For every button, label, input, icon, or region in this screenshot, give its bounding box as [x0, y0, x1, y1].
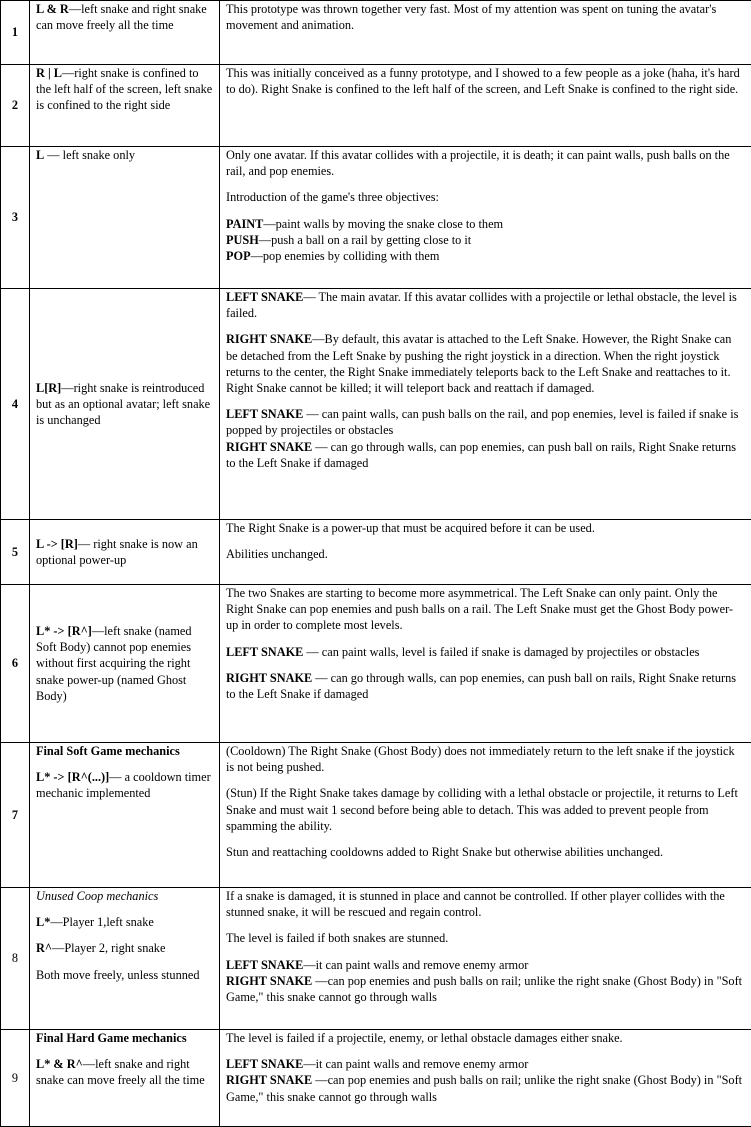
description-text: If a snake is damaged, it is stunned in place and cannot be controlled. If other player collides with the stunned snake, it will be rescued and regain control. [226, 888, 745, 920]
mechanic-label [30, 585, 220, 743]
table-row [1, 1, 751, 65]
description-text: Abilities unchanged. [226, 546, 745, 562]
right-snake-abilities: RIGHT SNAKE — can go through walls, can pop enemies, can push ball on rails, Right Snake returns to the Left Snake if damaged [226, 439, 745, 471]
row-number: 6 [1, 585, 30, 743]
mechanic-description [220, 888, 751, 1030]
mechanic-note: Both move freely, unless stunned [36, 967, 213, 983]
table-row [1, 585, 751, 743]
description-text: This prototype was thrown together very fast. Most of my attention was spent on tuning the avatar's movement and animation. [226, 1, 745, 33]
description-text: This was initially conceived as a funny prototype, and I showed to a few people as a joke (haha, it's hard to do). Right Snake is confined to the left half of the screen, and Left Snake is confined to the right side. [226, 65, 745, 97]
section-heading: Unused Coop mechanics [36, 889, 158, 903]
description-text: (Cooldown) The Right Snake (Ghost Body) does not immediately return to the left snake if the joystick is not being pushed. [226, 743, 745, 775]
mechanic-code: L* -> [R^(...)] [36, 770, 109, 784]
left-snake-abilities: LEFT SNAKE — can paint walls, can push balls on the rail, and pop enemies, level is failed if snake is popped by projectiles or obstacles [226, 406, 745, 438]
mechanic-summary: —right snake is reintroduced but as an optional avatar; left snake is unchanged [36, 381, 210, 427]
row-number: 5 [1, 520, 30, 585]
mechanic-code: L[R] [36, 381, 61, 395]
mechanic-code: L & R [36, 2, 69, 16]
mechanic-summary: —left snake (named Soft Body) cannot pop enemies without first acquiring the right snake power-up (named Ghost Body) [36, 624, 192, 703]
left-snake-text: LEFT SNAKE— The main avatar. If this avatar collides with a projectile or lethal obstacle, the level is failed. [226, 289, 745, 321]
mechanic-label [30, 289, 220, 520]
mechanic-summary: —left snake and right snake can move freely all the time [36, 2, 207, 32]
table-row [1, 743, 751, 888]
table-row [1, 520, 751, 585]
row-number: 8 [1, 888, 30, 1030]
table-row [1, 1030, 751, 1127]
description-text: The level is failed if a projectile, enemy, or lethal obstacle damages either snake. [226, 1030, 745, 1046]
row-number: 2 [1, 65, 30, 147]
row-number: 9 [1, 1030, 30, 1127]
right-snake-abilities: RIGHT SNAKE —can pop enemies and push balls on rail; unlike the right snake (Ghost Body) in "Soft Game," this snake cannot go through walls [226, 1072, 745, 1104]
description-text: Introduction of the game's three objectives: [226, 189, 745, 205]
row-number: 7 [1, 743, 30, 888]
player-1-label: L*—Player 1,left snake [36, 914, 213, 930]
mechanic-label [30, 888, 220, 1030]
mechanic-summary: —left snake and right snake can move freely all the time [36, 1057, 205, 1087]
row-number: 3 [1, 147, 30, 289]
mechanic-description [220, 147, 751, 289]
mechanic-description [220, 743, 751, 888]
description-text: (Stun) If the Right Snake takes damage by colliding with a lethal obstacle or projectile, it returns to Left Snake and must wait 1 second before being able to detach. This was added to prevent people from spamming the ability. [226, 785, 745, 834]
objective-push: PUSH—push a ball on a rail by getting close to it [226, 232, 745, 248]
mechanic-description [220, 289, 751, 520]
mechanic-summary: — a cooldown timer mechanic implemented [36, 770, 211, 800]
mechanic-label [30, 1, 220, 65]
mechanic-label [30, 147, 220, 289]
row-number: 1 [1, 1, 30, 65]
row-number: 4 [1, 289, 30, 520]
mechanic-label [30, 520, 220, 585]
mechanic-description [220, 585, 751, 743]
table-row [1, 888, 751, 1030]
mechanic-summary: —right snake is confined to the left half of the screen, left snake is confined to the right side [36, 66, 212, 112]
objective-paint: PAINT—paint walls by moving the snake close to them [226, 216, 745, 232]
right-snake-abilities: RIGHT SNAKE — can go through walls, can pop enemies, can push ball on rails, Right Snake returns to the Left Snake if damaged [226, 670, 745, 702]
mechanic-code: L -> [R] [36, 537, 78, 551]
description-text: The level is failed if both snakes are stunned. [226, 930, 745, 946]
left-snake-abilities: LEFT SNAKE—it can paint walls and remove enemy armor [226, 957, 745, 973]
description-text: Only one avatar. If this avatar collides with a projectile, it is death; it can paint walls, push balls on the rail, and pop enemies. [226, 147, 745, 179]
objective-pop: POP—pop enemies by colliding with them [226, 248, 745, 264]
description-text: The two Snakes are starting to become more asymmetrical. The Left Snake can only paint. Only the Right Snake can pop enemies and push balls on a rail. The Left Snake must get the Ghost Body power-up in order to complete most levels. [226, 585, 745, 634]
right-snake-abilities: RIGHT SNAKE —can pop enemies and push balls on rail; unlike the right snake (Ghost Body) in "Soft Game," this snake cannot go through walls [226, 973, 745, 1005]
mechanic-code: L* -> [R^] [36, 624, 92, 638]
section-heading: Final Hard Game mechanics [36, 1031, 187, 1045]
mechanic-code: L [36, 148, 44, 162]
mechanic-label [30, 743, 220, 888]
description-text: Stun and reattaching cooldowns added to Right Snake but otherwise abilities unchanged. [226, 844, 745, 860]
table-row [1, 65, 751, 147]
mechanic-label [30, 65, 220, 147]
mechanic-description [220, 1030, 751, 1127]
right-snake-text: RIGHT SNAKE—By default, this avatar is attached to the Left Snake. However, the Right Snake can be detached from the Left Snake by pushing the right joystick in a direction. When the right joystick returns to the center, the Right Snake immediately teleports back to the Left Snake and reattaches to it. Right Snake cannot be killed; it will teleport back and reattach if damaged. [226, 331, 745, 396]
mechanic-description [220, 520, 751, 585]
mechanic-summary: — left snake only [44, 148, 135, 162]
section-heading: Final Soft Game mechanics [36, 744, 180, 758]
player-2-label: R^—Player 2, right snake [36, 940, 213, 956]
mechanic-summary: — right snake is now an optional power-up [36, 537, 198, 567]
left-snake-abilities: LEFT SNAKE—it can paint walls and remove enemy armor [226, 1056, 745, 1072]
mechanic-code: R | L [36, 66, 62, 80]
mechanic-description [220, 65, 751, 147]
table-row [1, 289, 751, 520]
table-row [1, 147, 751, 289]
left-snake-abilities: LEFT SNAKE — can paint walls, level is failed if snake is damaged by projectiles or obstacles [226, 644, 745, 660]
mechanic-code: L* & R^ [36, 1057, 83, 1071]
mechanic-description [220, 1, 751, 65]
description-text: The Right Snake is a power-up that must be acquired before it can be used. [226, 520, 745, 536]
mechanic-label [30, 1030, 220, 1127]
